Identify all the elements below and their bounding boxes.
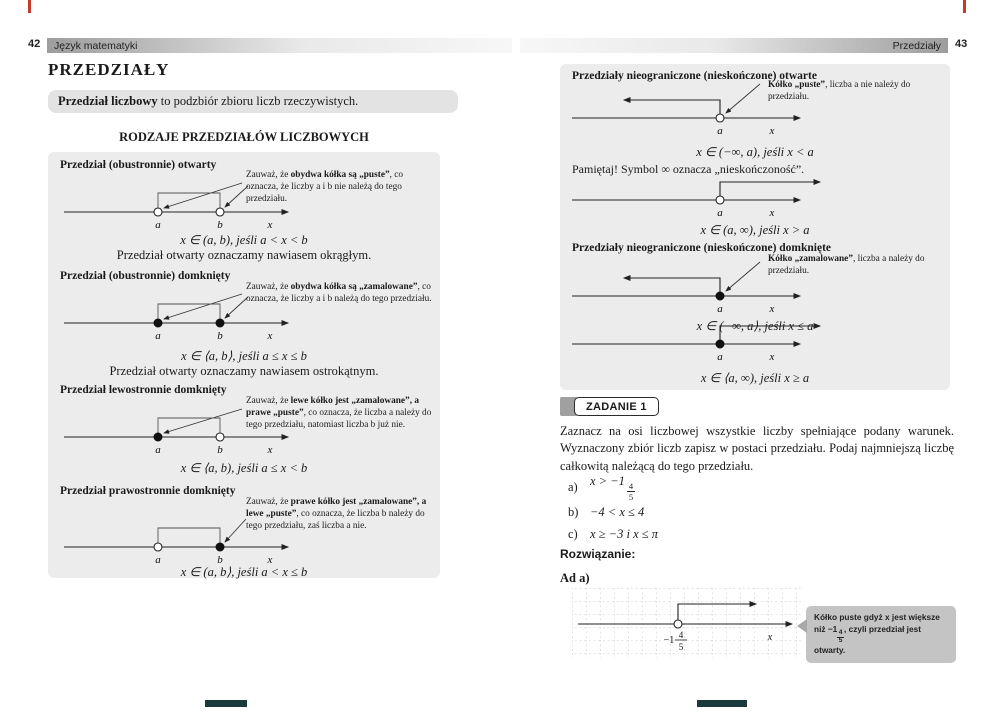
item-a-fraction: [627, 482, 635, 502]
note-rest: , co oznacza, że liczba a należy do tego przedziału, natomiast liczba b już nie.: [246, 407, 432, 430]
item-b-label: b): [568, 505, 579, 519]
definition-lead: Przedział liczbowy: [58, 94, 158, 108]
endpoint-a-filled-circle: [154, 319, 162, 327]
interval-formula-right-closed: x ∈ (a, b⟩, jeśli a < x ≤ b: [180, 565, 308, 579]
endpoint-b-filled-circle: [216, 543, 224, 551]
axis-label-b: b: [217, 554, 223, 566]
numberline-open-closed: [58, 515, 398, 571]
numberline-open-open: [58, 180, 398, 236]
footer-mark-right: [697, 700, 747, 707]
axis-label-a: a: [155, 444, 161, 456]
margin-callout: [806, 606, 956, 663]
formula-minus-inf-open: x ∈ (−∞, a), jeśli x < a: [696, 145, 814, 159]
interval-title-open: Przedział (obustronnie) otwarty: [60, 159, 217, 171]
solution-ad-a: Ad a): [560, 571, 590, 585]
running-header-left: [47, 38, 512, 53]
numberline-closed-open: [58, 405, 398, 461]
tick-whole-number: −1: [663, 635, 675, 646]
task-item-a: [568, 474, 635, 502]
page-number-right: 43: [955, 38, 968, 50]
numberline-plus-inf-open: [568, 170, 868, 218]
note-rest: , co oznacza, że liczby a i b nie należą do tego przedziału.: [246, 170, 404, 204]
numberline-minus-inf-open: [568, 80, 868, 138]
fraction-denominator: 5: [628, 491, 634, 502]
task-statement: Zaznacz na osi liczbowej wszystkie liczby spełniające podany warunek. Wyznaczony zbiór liczb zapisz w postaci przedziału. Podaj najmniejszą liczbę całkowitą należącą do tego przedziału.: [560, 424, 954, 473]
note-bold: obydwa kółka są „puste”: [290, 170, 390, 180]
pointer-arrow-to-a: [164, 183, 242, 208]
note-pre: Zauważ, że: [246, 282, 291, 292]
ray-to-minus-infinity: [624, 278, 720, 292]
axis-label-x: x: [769, 303, 775, 315]
callout-post: , czyli przedział jest otwarty.: [814, 623, 921, 655]
definition-rest: to podzbiór zbioru liczb rzeczywistych.: [157, 94, 359, 108]
axis-label-x: x: [267, 554, 273, 566]
unbounded-open-title: Przedziały nieograniczone (nieskończone) otwarte: [572, 70, 817, 82]
callout-frac-whole: −1: [827, 623, 838, 634]
definition-box: [48, 90, 458, 113]
callout-frac-stack: [837, 630, 844, 645]
endpoint-a-filled-circle: [716, 292, 724, 300]
pointer-arrow-to-a: [164, 409, 242, 433]
formula-plus-inf-closed: x ∈ ⟨a, ∞), jeśli x ≥ a: [700, 371, 810, 385]
numberline-plus-inf-closed: [568, 314, 868, 362]
footer-mark-left: [205, 700, 247, 707]
note-pre: Zauważ, że: [246, 170, 291, 180]
interval-bracket: [158, 418, 220, 435]
interval-caption-open: Przedział otwarty oznaczamy nawiasem okrągłym.: [116, 248, 372, 262]
axis-label-x: x: [769, 351, 775, 363]
solution-grid-figure: [572, 588, 802, 658]
axis-label-x: x: [769, 125, 775, 137]
note-bold: lewe kółko jest „zamalowane”, a prawe „puste”: [246, 396, 419, 418]
fraction-numerator: 4: [837, 630, 844, 638]
pointer-arrow-to-a: [164, 294, 242, 319]
ray-to-plus-infinity: [720, 326, 820, 342]
axis-label-b: b: [217, 444, 223, 456]
axis-label-a: a: [155, 330, 161, 342]
crop-mark-red-left: [28, 0, 31, 13]
callout-tail: [797, 619, 807, 633]
endpoint-b-filled-circle: [216, 319, 224, 327]
formula-plus-inf-open: x ∈ (a, ∞), jeśli x > a: [700, 223, 810, 237]
running-header-left-text: Język matematyki: [54, 39, 138, 52]
ray-to-minus-infinity: [624, 100, 720, 114]
note-pre: Zauważ, że: [246, 497, 291, 507]
endpoint-open-circle: [674, 620, 682, 628]
callout-fraction: [827, 623, 844, 645]
solution-heading: Rozwiązanie:: [560, 547, 636, 561]
task-item-b: [568, 505, 644, 520]
item-a-expression: [590, 474, 635, 502]
task-item-c: [568, 527, 658, 542]
task-badge: [560, 397, 659, 416]
pointer-arrow-to-a: [726, 84, 760, 113]
interval-formula-left-closed: x ∈ ⟨a, b), jeśli a ≤ x < b: [180, 461, 308, 475]
axis-label-x: x: [767, 632, 773, 643]
item-a-label: a): [568, 480, 578, 495]
numberline-closed-closed: [58, 291, 398, 347]
axis-label-b: b: [217, 219, 223, 231]
endpoint-a-open-circle: [716, 114, 724, 122]
pointer-arrow-to-a: [726, 262, 760, 291]
section-heading: RODZAJE PRZEDZIAŁÓW LICZBOWYCH: [119, 130, 369, 144]
pointer-arrow-to-b: [225, 519, 246, 542]
axis-label-a: a: [155, 219, 161, 231]
interval-caption-closed: Przedział otwarty oznaczamy nawiasem ostrokątnym.: [109, 364, 379, 378]
tick-fraction-denominator: 5: [678, 642, 684, 652]
item-a-pre: x > −1: [590, 474, 625, 488]
interval-title-right-closed: Przedział prawostronnie domknięty: [60, 485, 236, 497]
interval-formula-closed: x ∈ ⟨a, b⟩, jeśli a ≤ x ≤ b: [181, 349, 307, 363]
note-rest: , liczba a należy do przedziału.: [768, 254, 925, 276]
interval-title-left-closed: Przedział lewostronnie domknięty: [60, 384, 227, 396]
note-bold: prawe kółko jest „zamalowane”, a lewe „puste”: [246, 497, 427, 519]
interval-bracket: [158, 304, 220, 321]
note-pre: Zauważ, że: [246, 396, 291, 406]
task-badge-label: ZADANIE 1: [574, 397, 659, 416]
interval-types-box: [48, 152, 440, 578]
endpoint-a-open-circle: [154, 208, 162, 216]
axis-label-a: a: [155, 554, 161, 566]
axis-label-x: x: [267, 330, 273, 342]
axis-label-a: a: [717, 303, 723, 315]
interval-formula-open: x ∈ (a, b), jeśli a < x < b: [180, 233, 308, 247]
numberline-minus-inf-closed: [568, 258, 868, 316]
definition-text: [58, 94, 358, 109]
item-c-expression: x ≥ −3 i x ≤ π: [590, 527, 658, 541]
note-rest: , liczba a nie należy do przedziału.: [768, 80, 911, 102]
item-c-label: c): [568, 527, 578, 541]
note-rest: , co oznacza, że liczba b należy do tego przedziału, zaś liczba a nie.: [246, 508, 425, 531]
note-rest: , co oznacza, że liczby a i b należą do tego przedziału.: [246, 282, 432, 304]
ray-to-plus-infinity: [720, 182, 820, 198]
note-bold: Kółko „puste”: [768, 80, 826, 90]
axis-label-a: a: [717, 125, 723, 137]
running-header-right-text: Przedziały: [892, 39, 941, 52]
fraction-numerator: 4: [628, 480, 634, 491]
axis-label-x: x: [267, 219, 273, 231]
axis-label-a: a: [717, 351, 723, 363]
interval-title-closed: Przedział (obustronnie) domknięty: [60, 270, 231, 282]
remember-note: Pamiętaj! Symbol ∞ oznacza „nieskończoność”.: [572, 162, 805, 176]
page-title: PRZEDZIAŁY: [48, 60, 170, 79]
interval-bracket: [158, 528, 220, 545]
crop-mark-red-right: [963, 0, 966, 13]
fraction-denominator: 5: [838, 637, 843, 645]
running-header-right: [520, 38, 948, 53]
endpoint-b-open-circle: [216, 433, 224, 441]
endpoint-a-open-circle: [154, 543, 162, 551]
pointer-arrow-to-b: [225, 297, 248, 318]
axis-label-x: x: [267, 444, 273, 456]
endpoint-a-open-circle: [716, 196, 724, 204]
unbounded-intervals-box: [560, 64, 950, 390]
note-bold: obydwa kółka są „zamalowane”: [290, 282, 418, 292]
callout-pre: Kółko puste gdyż x jest większe niż: [814, 612, 940, 634]
endpoint-a-filled-circle: [154, 433, 162, 441]
pointer-arrow-to-b: [225, 186, 248, 207]
axis-label-a: a: [717, 207, 723, 219]
axis-label-x: x: [769, 207, 775, 219]
unbounded-closed-title: Przedziały nieograniczone (nieskończone) domknięte: [572, 242, 832, 254]
endpoint-a-filled-circle: [716, 340, 724, 348]
note-bold: Kółko „zamalowane”: [768, 254, 853, 264]
page-number-left: 42: [28, 38, 41, 50]
graph-paper-grid: [572, 588, 802, 658]
tick-fraction-numerator: 4: [678, 630, 684, 640]
formula-minus-inf-closed: x ∈ (−∞, a⟩, jeśli x ≤ a: [696, 319, 814, 333]
item-b-expression: −4 < x ≤ 4: [590, 505, 645, 519]
endpoint-b-open-circle: [216, 208, 224, 216]
interval-bracket: [158, 193, 220, 210]
axis-label-b: b: [217, 330, 223, 342]
